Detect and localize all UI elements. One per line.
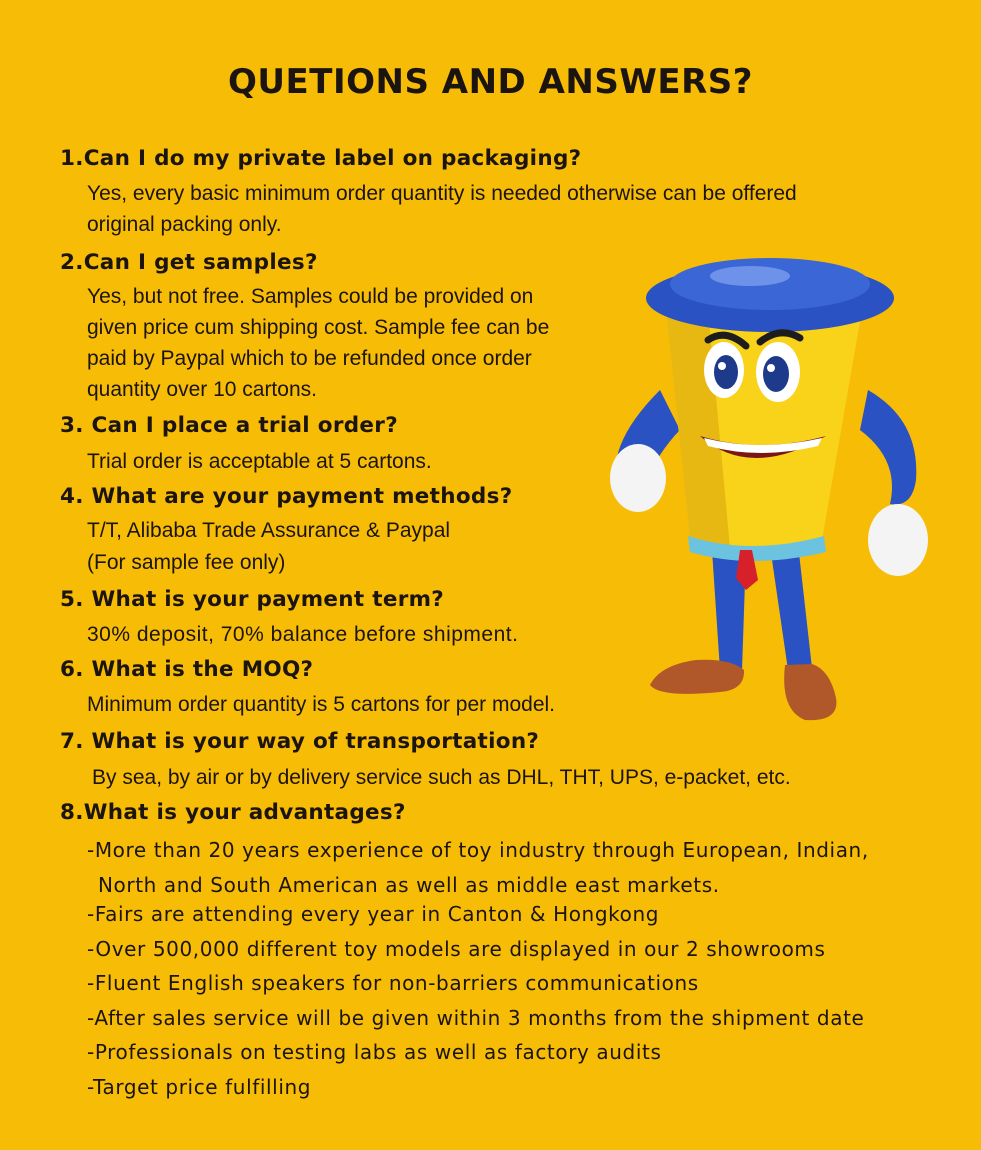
answer-1-line-1: Yes, every basic minimum order quantity is needed otherwise can be offered [87,182,797,205]
answer-5-line-1: 30% deposit, 70% balance before shipment. [87,623,519,646]
question-3: 3. Can I place a trial order? [60,413,398,438]
question-6: 6. What is the MOQ? [60,657,314,682]
answer-2-line-1: Yes, but not free. Samples could be provided on [87,285,534,308]
question-7: 7. What is your way of transportation? [60,729,540,754]
answer-7-line-1: By sea, by air or by delivery service such as DHL, THT, UPS, e-packet, etc. [92,766,791,789]
answer-1-line-2: original packing only. [87,213,282,236]
question-4: 4. What are your payment methods? [60,484,513,509]
answer-2-line-2: given price cum shipping cost. Sample fee can be [87,316,550,339]
question-8: 8.What is your advantages? [60,800,406,825]
answer-6-line-1: Minimum order quantity is 5 cartons for per model. [87,693,556,716]
advantage-2: -Fairs are attending every year in Canton & Hongkong [87,902,660,926]
answer-2-line-4: quantity over 10 cartons. [87,378,317,401]
answer-4-line-1: T/T, Alibaba Trade Assurance & Paypal [87,519,451,542]
advantage-1-line-2: North and South American as well as middle east markets. [98,873,720,897]
question-1: 1.Can I do my private label on packaging? [60,146,582,171]
advantage-1-line-1: -More than 20 years experience of toy industry through European, Indian, [87,838,869,862]
question-2: 2.Can I get samples? [60,250,318,275]
advantage-4: -Fluent English speakers for non-barriers communications [87,971,699,995]
answer-3-line-1: Trial order is acceptable at 5 cartons. [87,450,432,473]
advantage-6: -Professionals on testing labs as well as factory audits [87,1040,662,1064]
answer-4-line-2: (For sample fee only) [87,551,286,574]
advantage-7: -Target price fulfilling [87,1075,312,1099]
advantage-5: -After sales service will be given within 3 months from the shipment date [87,1006,865,1030]
page-title: QUETIONS AND ANSWERS? [228,62,753,102]
advantage-3: -Over 500,000 different toy models are displayed in our 2 showrooms [87,937,826,961]
cup-mascot-illustration [600,240,930,740]
question-5: 5. What is your payment term? [60,587,445,612]
answer-2-line-3: paid by Paypal which to be refunded once order [87,347,532,370]
